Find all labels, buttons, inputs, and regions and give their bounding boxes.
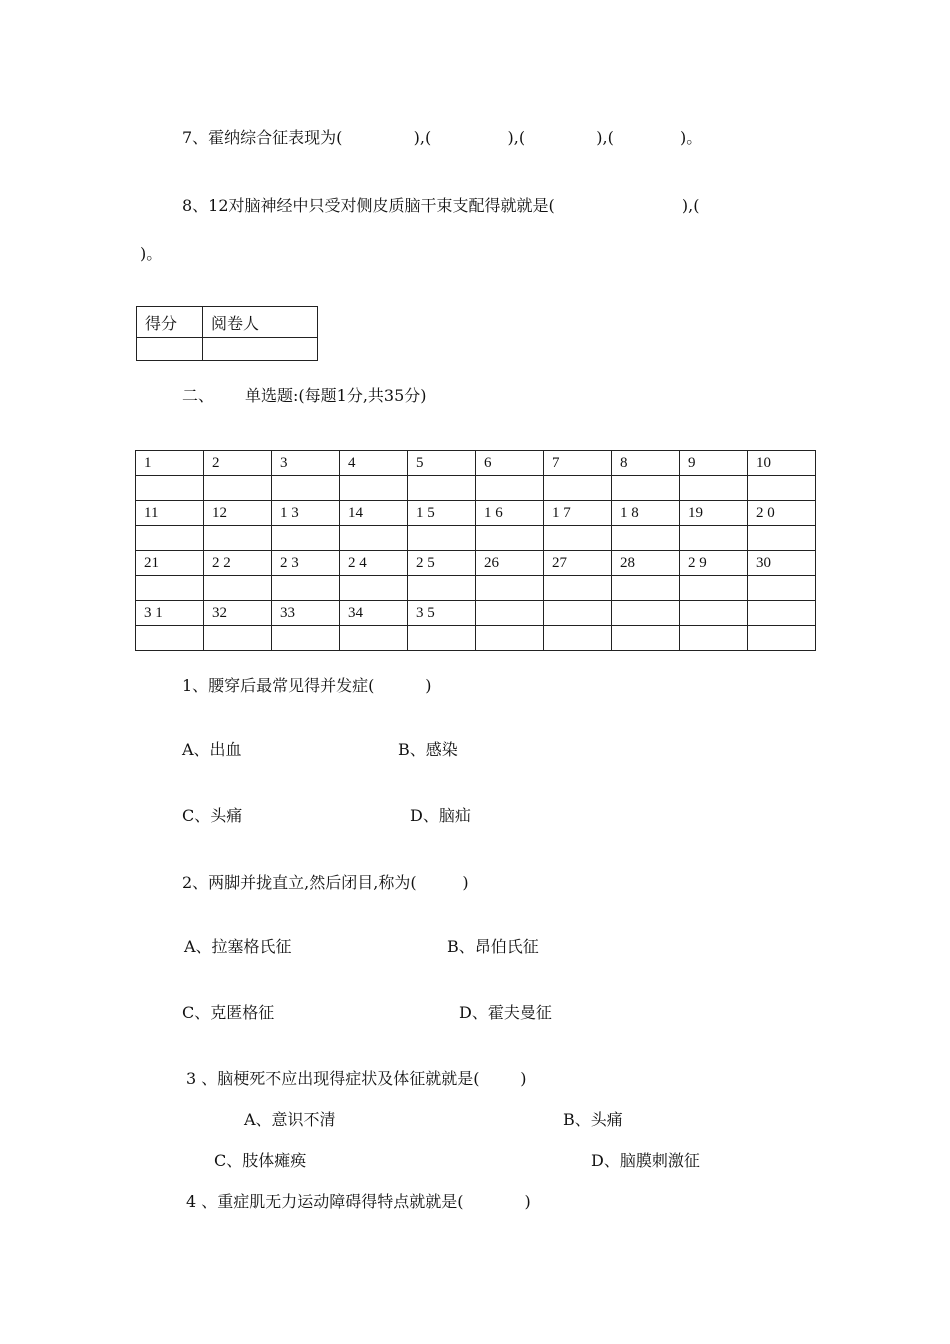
answer-cell[interactable]: [408, 526, 476, 551]
answer-cell[interactable]: [476, 476, 544, 501]
answer-grid-number-row: [136, 601, 816, 626]
question-1-option-d[interactable]: D、脑疝: [410, 806, 471, 825]
grid-number-cell: 3 1: [136, 601, 204, 626]
answer-cell[interactable]: [136, 626, 204, 651]
question-3-option-d[interactable]: D、脑膜刺激征: [591, 1151, 700, 1170]
grid-number-cell: 4: [340, 451, 408, 476]
grid-number-cell: 2 3: [272, 551, 340, 576]
answer-cell[interactable]: [272, 476, 340, 501]
question-2-option-a[interactable]: A、拉塞格氏征: [184, 937, 292, 956]
question-2-option-c[interactable]: C、克匿格征: [182, 1003, 275, 1022]
question-2-option-b[interactable]: B、昂伯氏征: [447, 937, 539, 956]
answer-grid-number-row: [136, 501, 816, 526]
answer-cell[interactable]: [204, 576, 272, 601]
answer-cell[interactable]: [544, 576, 612, 601]
question-8-line-2: )。: [140, 244, 163, 263]
answer-cell[interactable]: [204, 626, 272, 651]
grid-number-cell: 19: [680, 501, 748, 526]
answer-grid-number-row: [136, 451, 816, 476]
answer-cell[interactable]: [748, 576, 816, 601]
question-1-stem: 1、腰穿后最常见得并发症( ): [182, 676, 432, 695]
answer-cell[interactable]: [340, 576, 408, 601]
answer-grid-answer-row: [136, 576, 816, 601]
grid-number-cell: 14: [340, 501, 408, 526]
question-3-option-a[interactable]: A、意识不清: [244, 1110, 336, 1129]
question-3-stem: 3 、脑梗死不应出现得症状及体征就就是( ): [186, 1069, 527, 1088]
answer-cell[interactable]: [748, 626, 816, 651]
answer-grid: [135, 450, 816, 651]
grid-number-cell: 1 8: [612, 501, 680, 526]
answer-cell[interactable]: [544, 526, 612, 551]
grid-number-cell: 1 5: [408, 501, 476, 526]
grid-number-cell: [476, 601, 544, 626]
grid-number-cell: 10: [748, 451, 816, 476]
answer-cell[interactable]: [408, 576, 476, 601]
question-2-option-d[interactable]: D、霍夫曼征: [459, 1003, 552, 1022]
question-1-option-b[interactable]: B、感染: [398, 740, 458, 759]
answer-cell[interactable]: [272, 626, 340, 651]
grid-number-cell: 21: [136, 551, 204, 576]
answer-grid-answer-row: [136, 476, 816, 501]
question-1-option-c[interactable]: C、头痛: [182, 806, 243, 825]
answer-grid-answer-row: [136, 626, 816, 651]
score-label: 得分: [137, 307, 203, 338]
answer-cell[interactable]: [272, 576, 340, 601]
grid-number-cell: 27: [544, 551, 612, 576]
grid-number-cell: 32: [204, 601, 272, 626]
answer-cell[interactable]: [680, 526, 748, 551]
answer-cell[interactable]: [612, 526, 680, 551]
grid-number-cell: 34: [340, 601, 408, 626]
answer-cell[interactable]: [748, 526, 816, 551]
question-1-option-a[interactable]: A、出血: [182, 740, 242, 759]
grid-number-cell: 1 6: [476, 501, 544, 526]
answer-grid-number-row: [136, 551, 816, 576]
answer-cell[interactable]: [204, 476, 272, 501]
question-8-line-1: 8、12对脑神经中只受对侧皮质脑干束支配得就就是( ),(: [182, 196, 700, 215]
answer-cell[interactable]: [680, 576, 748, 601]
grid-number-cell: 2 2: [204, 551, 272, 576]
grid-number-cell: 7: [544, 451, 612, 476]
answer-cell[interactable]: [544, 626, 612, 651]
grid-number-cell: 30: [748, 551, 816, 576]
grid-number-cell: 2: [204, 451, 272, 476]
grid-number-cell: 1 3: [272, 501, 340, 526]
answer-cell[interactable]: [340, 476, 408, 501]
question-3-option-c[interactable]: C、肢体瘫痪: [214, 1151, 307, 1170]
answer-cell[interactable]: [204, 526, 272, 551]
grid-number-cell: 8: [612, 451, 680, 476]
grid-number-cell: 26: [476, 551, 544, 576]
answer-cell[interactable]: [748, 476, 816, 501]
answer-cell[interactable]: [612, 576, 680, 601]
grid-number-cell: 2 4: [340, 551, 408, 576]
section-title: 单选题:(每题1分,共35分): [245, 386, 427, 405]
grid-number-cell: 5: [408, 451, 476, 476]
grid-number-cell: 2 9: [680, 551, 748, 576]
question-2-stem: 2、两脚并拢直立,然后闭目,称为( ): [182, 873, 469, 892]
grid-number-cell: 9: [680, 451, 748, 476]
question-3-option-b[interactable]: B、头痛: [563, 1110, 623, 1129]
answer-cell[interactable]: [136, 576, 204, 601]
answer-cell[interactable]: [408, 626, 476, 651]
question-7: 7、霍纳综合征表现为( ),( ),( ),( )。: [182, 128, 703, 147]
answer-cell[interactable]: [476, 576, 544, 601]
answer-cell[interactable]: [340, 526, 408, 551]
grid-number-cell: [612, 601, 680, 626]
section-number: 二、: [182, 386, 215, 405]
grid-number-cell: [680, 601, 748, 626]
answer-cell[interactable]: [136, 526, 204, 551]
score-table: [136, 306, 318, 361]
grid-number-cell: 28: [612, 551, 680, 576]
grid-number-cell: 3 5: [408, 601, 476, 626]
grid-number-cell: 1: [136, 451, 204, 476]
score-cell[interactable]: [137, 338, 203, 361]
answer-cell[interactable]: [612, 626, 680, 651]
grid-number-cell: [748, 601, 816, 626]
answer-cell[interactable]: [272, 526, 340, 551]
grid-number-cell: 2 0: [748, 501, 816, 526]
grid-number-cell: 33: [272, 601, 340, 626]
answer-cell[interactable]: [612, 476, 680, 501]
grid-number-cell: 6: [476, 451, 544, 476]
grid-number-cell: 1 7: [544, 501, 612, 526]
question-4-stem: 4 、重症肌无力运动障碍得特点就就是( ): [186, 1192, 531, 1211]
answer-cell[interactable]: [408, 476, 476, 501]
reviewer-label: 阅卷人: [203, 307, 318, 338]
grid-number-cell: 2 5: [408, 551, 476, 576]
answer-cell[interactable]: [680, 476, 748, 501]
reviewer-cell[interactable]: [203, 338, 318, 361]
answer-grid-answer-row: [136, 526, 816, 551]
grid-number-cell: 3: [272, 451, 340, 476]
grid-number-cell: [544, 601, 612, 626]
answer-cell[interactable]: [340, 626, 408, 651]
answer-cell[interactable]: [476, 526, 544, 551]
answer-cell[interactable]: [476, 626, 544, 651]
grid-number-cell: 12: [204, 501, 272, 526]
answer-cell[interactable]: [136, 476, 204, 501]
answer-cell[interactable]: [544, 476, 612, 501]
grid-number-cell: 11: [136, 501, 204, 526]
answer-cell[interactable]: [680, 626, 748, 651]
